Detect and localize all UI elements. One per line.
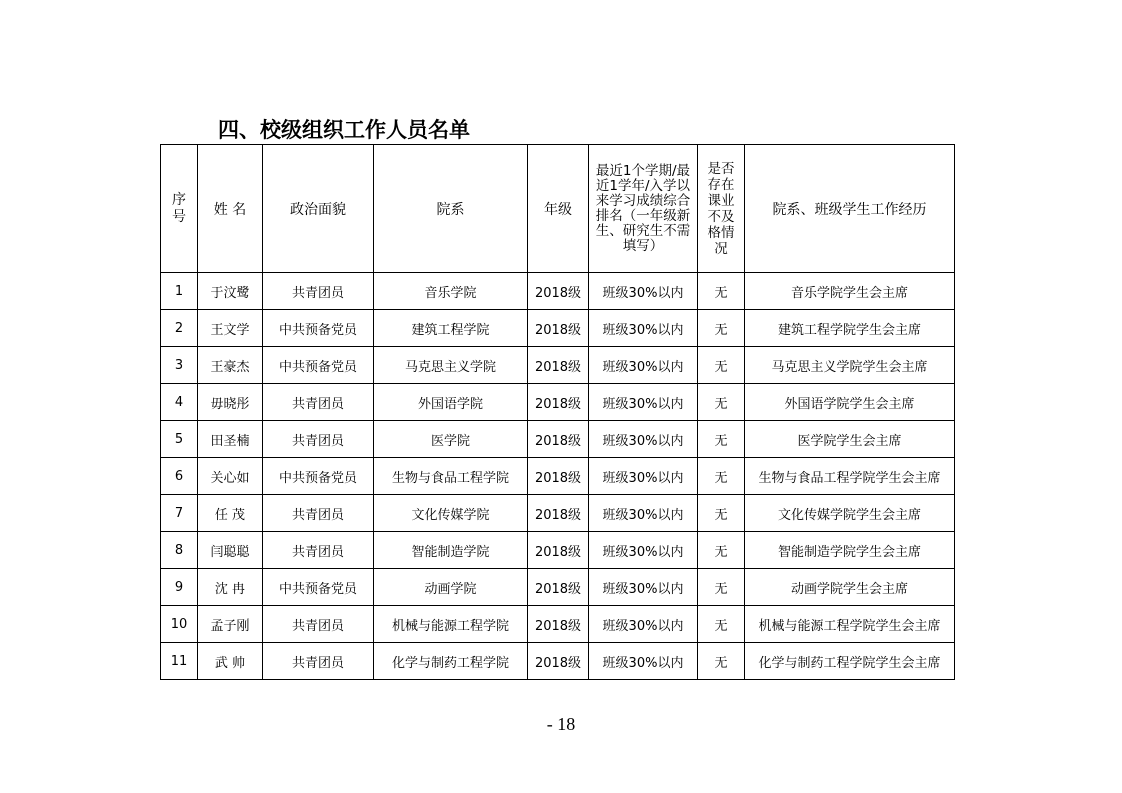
cell-experience: 音乐学院学生会主席 bbox=[745, 273, 955, 310]
cell-experience: 建筑工程学院学生会主席 bbox=[745, 310, 955, 347]
cell-grade: 2018级 bbox=[528, 458, 589, 495]
table-row bbox=[161, 458, 955, 495]
header-seq-text: 序号 bbox=[172, 191, 186, 225]
cell-name: 王文学 bbox=[198, 310, 263, 347]
cell-failing: 无 bbox=[698, 458, 745, 495]
cell-grade: 2018级 bbox=[528, 384, 589, 421]
cell-failing: 无 bbox=[698, 532, 745, 569]
section-title: 四、校级组织工作人员名单 bbox=[218, 118, 470, 142]
cell-grade: 2018级 bbox=[528, 310, 589, 347]
header-name: 姓 名 bbox=[198, 145, 263, 273]
cell-grade: 2018级 bbox=[528, 495, 589, 532]
cell-grade: 2018级 bbox=[528, 569, 589, 606]
cell-experience: 生物与食品工程学院学生会主席 bbox=[745, 458, 955, 495]
cell-political: 共青团员 bbox=[263, 643, 374, 680]
cell-ranking: 班级30%以内 bbox=[589, 643, 698, 680]
cell-seq: 7 bbox=[161, 495, 198, 532]
cell-experience: 动画学院学生会主席 bbox=[745, 569, 955, 606]
cell-name: 闫聪聪 bbox=[198, 532, 263, 569]
table-header-row bbox=[161, 145, 955, 273]
table-row bbox=[161, 384, 955, 421]
cell-experience: 医学院学生会主席 bbox=[745, 421, 955, 458]
cell-name: 于汶鹭 bbox=[198, 273, 263, 310]
cell-name: 关心如 bbox=[198, 458, 263, 495]
cell-failing: 无 bbox=[698, 606, 745, 643]
header-grade: 年级 bbox=[528, 145, 589, 273]
header-seq bbox=[161, 145, 198, 273]
cell-political: 共青团员 bbox=[263, 606, 374, 643]
cell-grade: 2018级 bbox=[528, 273, 589, 310]
cell-political: 中共预备党员 bbox=[263, 458, 374, 495]
cell-grade: 2018级 bbox=[528, 532, 589, 569]
cell-college: 化学与制药工程学院 bbox=[374, 643, 528, 680]
cell-ranking: 班级30%以内 bbox=[589, 347, 698, 384]
cell-political: 中共预备党员 bbox=[263, 310, 374, 347]
cell-failing: 无 bbox=[698, 384, 745, 421]
cell-name: 孟子刚 bbox=[198, 606, 263, 643]
cell-failing: 无 bbox=[698, 643, 745, 680]
cell-seq: 3 bbox=[161, 347, 198, 384]
table-row bbox=[161, 532, 955, 569]
cell-ranking: 班级30%以内 bbox=[589, 421, 698, 458]
cell-experience: 智能制造学院学生会主席 bbox=[745, 532, 955, 569]
header-college: 院系 bbox=[374, 145, 528, 273]
header-ranking-text: 最近1个学期/最近1学年/入学以来学习成绩综合排名（一年级新生、研究生不需填写） bbox=[595, 162, 691, 254]
cell-seq: 8 bbox=[161, 532, 198, 569]
cell-experience: 机械与能源工程学院学生会主席 bbox=[745, 606, 955, 643]
cell-experience: 马克思主义学院学生会主席 bbox=[745, 347, 955, 384]
cell-seq: 5 bbox=[161, 421, 198, 458]
cell-name: 武 帅 bbox=[198, 643, 263, 680]
table-row bbox=[161, 643, 955, 680]
staff-roster-table bbox=[160, 144, 955, 680]
cell-seq: 6 bbox=[161, 458, 198, 495]
table-row bbox=[161, 421, 955, 458]
page-number: - 18 bbox=[546, 714, 576, 734]
cell-ranking: 班级30%以内 bbox=[589, 384, 698, 421]
table-body bbox=[161, 273, 955, 680]
cell-experience: 外国语学院学生会主席 bbox=[745, 384, 955, 421]
cell-political: 共青团员 bbox=[263, 421, 374, 458]
table-row bbox=[161, 569, 955, 606]
cell-college: 机械与能源工程学院 bbox=[374, 606, 528, 643]
table-row bbox=[161, 495, 955, 532]
cell-grade: 2018级 bbox=[528, 347, 589, 384]
cell-college: 音乐学院 bbox=[374, 273, 528, 310]
cell-failing: 无 bbox=[698, 495, 745, 532]
table-row bbox=[161, 606, 955, 643]
header-failing-text: 是否存在课业不及格情况 bbox=[707, 160, 735, 257]
cell-ranking: 班级30%以内 bbox=[589, 310, 698, 347]
table-row bbox=[161, 347, 955, 384]
cell-name: 毋晓彤 bbox=[198, 384, 263, 421]
cell-college: 医学院 bbox=[374, 421, 528, 458]
cell-seq: 1 bbox=[161, 273, 198, 310]
cell-experience: 化学与制药工程学院学生会主席 bbox=[745, 643, 955, 680]
cell-college: 生物与食品工程学院 bbox=[374, 458, 528, 495]
cell-failing: 无 bbox=[698, 347, 745, 384]
cell-political: 共青团员 bbox=[263, 384, 374, 421]
cell-grade: 2018级 bbox=[528, 606, 589, 643]
cell-college: 智能制造学院 bbox=[374, 532, 528, 569]
cell-college: 建筑工程学院 bbox=[374, 310, 528, 347]
cell-ranking: 班级30%以内 bbox=[589, 569, 698, 606]
cell-political: 共青团员 bbox=[263, 532, 374, 569]
cell-political: 中共预备党员 bbox=[263, 347, 374, 384]
cell-name: 田圣楠 bbox=[198, 421, 263, 458]
cell-failing: 无 bbox=[698, 310, 745, 347]
cell-college: 文化传媒学院 bbox=[374, 495, 528, 532]
cell-political: 共青团员 bbox=[263, 495, 374, 532]
cell-political: 共青团员 bbox=[263, 273, 374, 310]
cell-seq: 2 bbox=[161, 310, 198, 347]
cell-seq: 4 bbox=[161, 384, 198, 421]
header-political: 政治面貌 bbox=[263, 145, 374, 273]
cell-grade: 2018级 bbox=[528, 421, 589, 458]
cell-grade: 2018级 bbox=[528, 643, 589, 680]
cell-ranking: 班级30%以内 bbox=[589, 458, 698, 495]
cell-failing: 无 bbox=[698, 273, 745, 310]
cell-ranking: 班级30%以内 bbox=[589, 606, 698, 643]
cell-ranking: 班级30%以内 bbox=[589, 532, 698, 569]
cell-seq: 11 bbox=[161, 643, 198, 680]
cell-political: 中共预备党员 bbox=[263, 569, 374, 606]
cell-seq: 9 bbox=[161, 569, 198, 606]
header-experience: 院系、班级学生工作经历 bbox=[745, 145, 955, 273]
cell-name: 任 茂 bbox=[198, 495, 263, 532]
header-ranking bbox=[589, 145, 698, 273]
cell-failing: 无 bbox=[698, 569, 745, 606]
cell-ranking: 班级30%以内 bbox=[589, 495, 698, 532]
header-failing bbox=[698, 145, 745, 273]
cell-name: 沈 冉 bbox=[198, 569, 263, 606]
cell-ranking: 班级30%以内 bbox=[589, 273, 698, 310]
cell-college: 外国语学院 bbox=[374, 384, 528, 421]
cell-failing: 无 bbox=[698, 421, 745, 458]
table-row bbox=[161, 273, 955, 310]
cell-college: 马克思主义学院 bbox=[374, 347, 528, 384]
cell-experience: 文化传媒学院学生会主席 bbox=[745, 495, 955, 532]
cell-seq: 10 bbox=[161, 606, 198, 643]
cell-name: 王豪杰 bbox=[198, 347, 263, 384]
table-row bbox=[161, 310, 955, 347]
cell-college: 动画学院 bbox=[374, 569, 528, 606]
